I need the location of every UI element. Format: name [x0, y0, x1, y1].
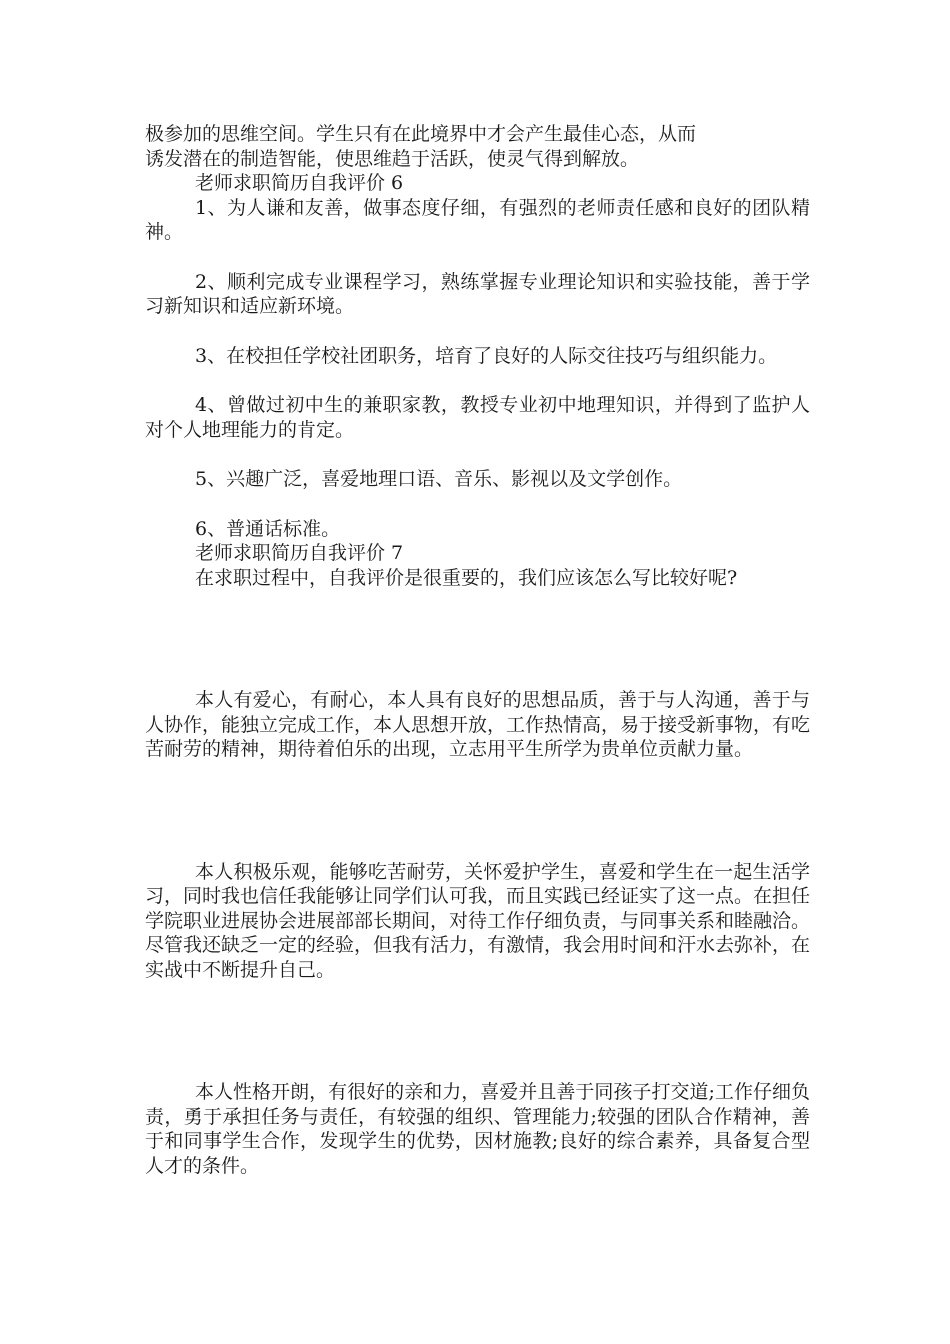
section-6-title: 老师求职简历自我评价 6 — [195, 172, 404, 194]
section-6-item-6: 6、普通话标准。 — [195, 517, 341, 540]
section-7-title: 老师求职简历自我评价 7 — [195, 542, 404, 564]
section-6-item-2: 2、顺利完成专业课程学习，熟练掌握专业理论知识和实验技能，善于学习新知识和适应新环境。 — [145, 270, 810, 317]
intro-line-1: 极参加的思维空间。学生只有在此境界中才会产生最佳心态，从而 — [145, 123, 697, 145]
intro-line-2: 诱发潜在的制造智能，使思维趋于活跃，使灵气得到解放。 — [145, 147, 640, 170]
section-7-paragraph-1: 本人有爱心，有耐心，本人具有良好的思想品质，善于与人沟通，善于与人协作，能独立完成工作，本人思想开放，工作热情高，易于接受新事物，有吃苦耐劳的精神，期待着伯乐的出现，立志用平生所学为贵单位贡献力量。 — [145, 689, 811, 760]
section-6-item-1: 1、为人谦和友善，做事态度仔细，有强烈的老师责任感和良好的团队精神。 — [145, 196, 810, 243]
section-6-item-5: 5、兴趣广泛，喜爱地理口语、音乐、影视以及文学创作。 — [195, 468, 683, 490]
section-7-intro: 在求职过程中，自我评价是很重要的，我们应该怎么写比较好呢? — [195, 566, 738, 589]
section-7-paragraph-3: 本人性格开朗，有很好的亲和力，喜爱并且善于同孩子打交道;工作仔细负责，勇于承担任务与责任，有较强的组织、管理能力;较强的团队合作精神，善于和同事学生合作，发现学生的优势，因材施教;良好的综合素养，具备复合型人才的条件。 — [145, 1081, 810, 1177]
document-page — [145, 122, 810, 1178]
section-7-paragraph-2: 本人积极乐观，能够吃苦耐劳，关怀爱护学生，喜爱和学生在一起生活学习，同时我也信任我能够让同学们认可我，而且实践已经证实了这一点。在担任学院职业进展协会进展部部长期间，对待工作仔细负责，与同事关系和睦融洽。尽管我还缺乏一定的经验，但我有活力，有激情，我会用时间和汗水去弥补，在实战中不断提升自己。 — [145, 860, 811, 981]
section-6-item-4: 4、曾做过初中生的兼职家教，教授专业初中地理知识，并得到了监护人对个人地理能力的肯定。 — [145, 394, 810, 441]
section-6-item-3: 3、在校担任学校社团职务，培育了良好的人际交往技巧与组织能力。 — [195, 344, 778, 367]
